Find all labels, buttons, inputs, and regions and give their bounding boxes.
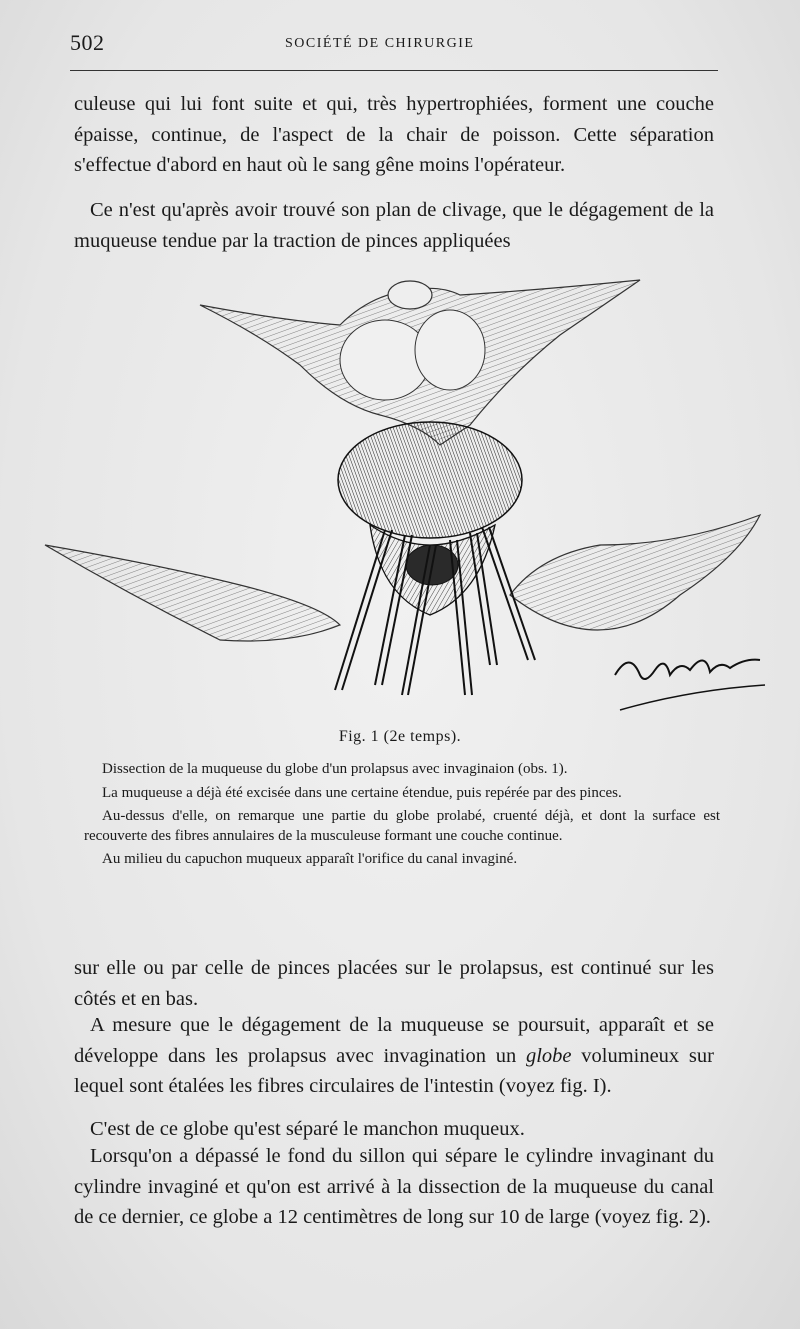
right-flap xyxy=(510,515,760,630)
paragraph-3: sur elle ou par celle de pinces placées sur le prolapsus, est continué sur les côtés et en bas. xyxy=(74,957,714,1010)
prolapsed-globe xyxy=(338,422,522,538)
left-flap xyxy=(45,545,340,641)
artist-signature xyxy=(610,630,770,720)
caption-line-1: Dissection de la muqueuse du globe d'un prolapsus avec invaginaion (obs. 1). xyxy=(102,761,568,777)
paragraph-4-emphasis: globe xyxy=(525,1044,572,1067)
top-nodule xyxy=(388,281,432,309)
caption-line-3: Au-dessus d'elle, on remarque une partie du globe prolabé, cruenté déjà, et dont la surface est recouverte des fibres annulaires de la musculeuse formant une couche continue. xyxy=(84,808,720,844)
caption-line-2: La muqueuse a déjà été excisée dans une certaine étendue, puis repérée par des pinces. xyxy=(102,784,622,801)
running-head: SOCIÉTÉ DE CHIRURGIE xyxy=(285,36,475,51)
paragraph-2: Ce n'est qu'après avoir trouvé son plan de clivage, que le dégagement de la muqueuse tendue par la traction de pinces appliquées xyxy=(74,199,714,252)
paragraph-6: Lorsqu'on a dépassé le fond du sillon qui sépare le cylindre invaginant du cylindre invaginé et qu'on est arrivé à la dissection de la muqueuse du canal de ce dernier, ce globe a 12 centimètres de long sur 10 de large (voyez fig. 2). xyxy=(74,1145,714,1228)
figure-caption-body xyxy=(84,760,720,874)
page-header xyxy=(70,30,710,64)
paragraph-4-part-b: volumineux sur lequel sont étalées les fibres circulaires de l'intestin (voyez fig. I). xyxy=(74,1044,714,1097)
paragraph-4-part-a: A mesure que le dégagement de la muqueuse se poursuit, apparaît et se développe dans les prolapsus avec invagination un xyxy=(74,1014,714,1067)
paragraph-5: C'est de ce globe qu'est séparé le manchon muqueux. xyxy=(90,1118,525,1140)
paragraph-1: culeuse qui lui font suite et qui, très hypertrophiées, forment une couche épaisse, continue, de l'aspect de la chair de poisson. Cette séparation s'effectue d'abord en haut où le sang gêne moins l'opérateur. xyxy=(74,93,714,176)
right-bulge xyxy=(415,310,485,390)
header-rule xyxy=(70,70,718,71)
page-number: 502 xyxy=(70,30,105,55)
paragraph-4 xyxy=(74,1010,714,1102)
caption-line-4: Au milieu du capuchon muqueux apparaît l'orifice du canal invaginé. xyxy=(102,851,518,867)
figure-caption-title: Fig. 1 (2e temps). xyxy=(338,728,462,745)
